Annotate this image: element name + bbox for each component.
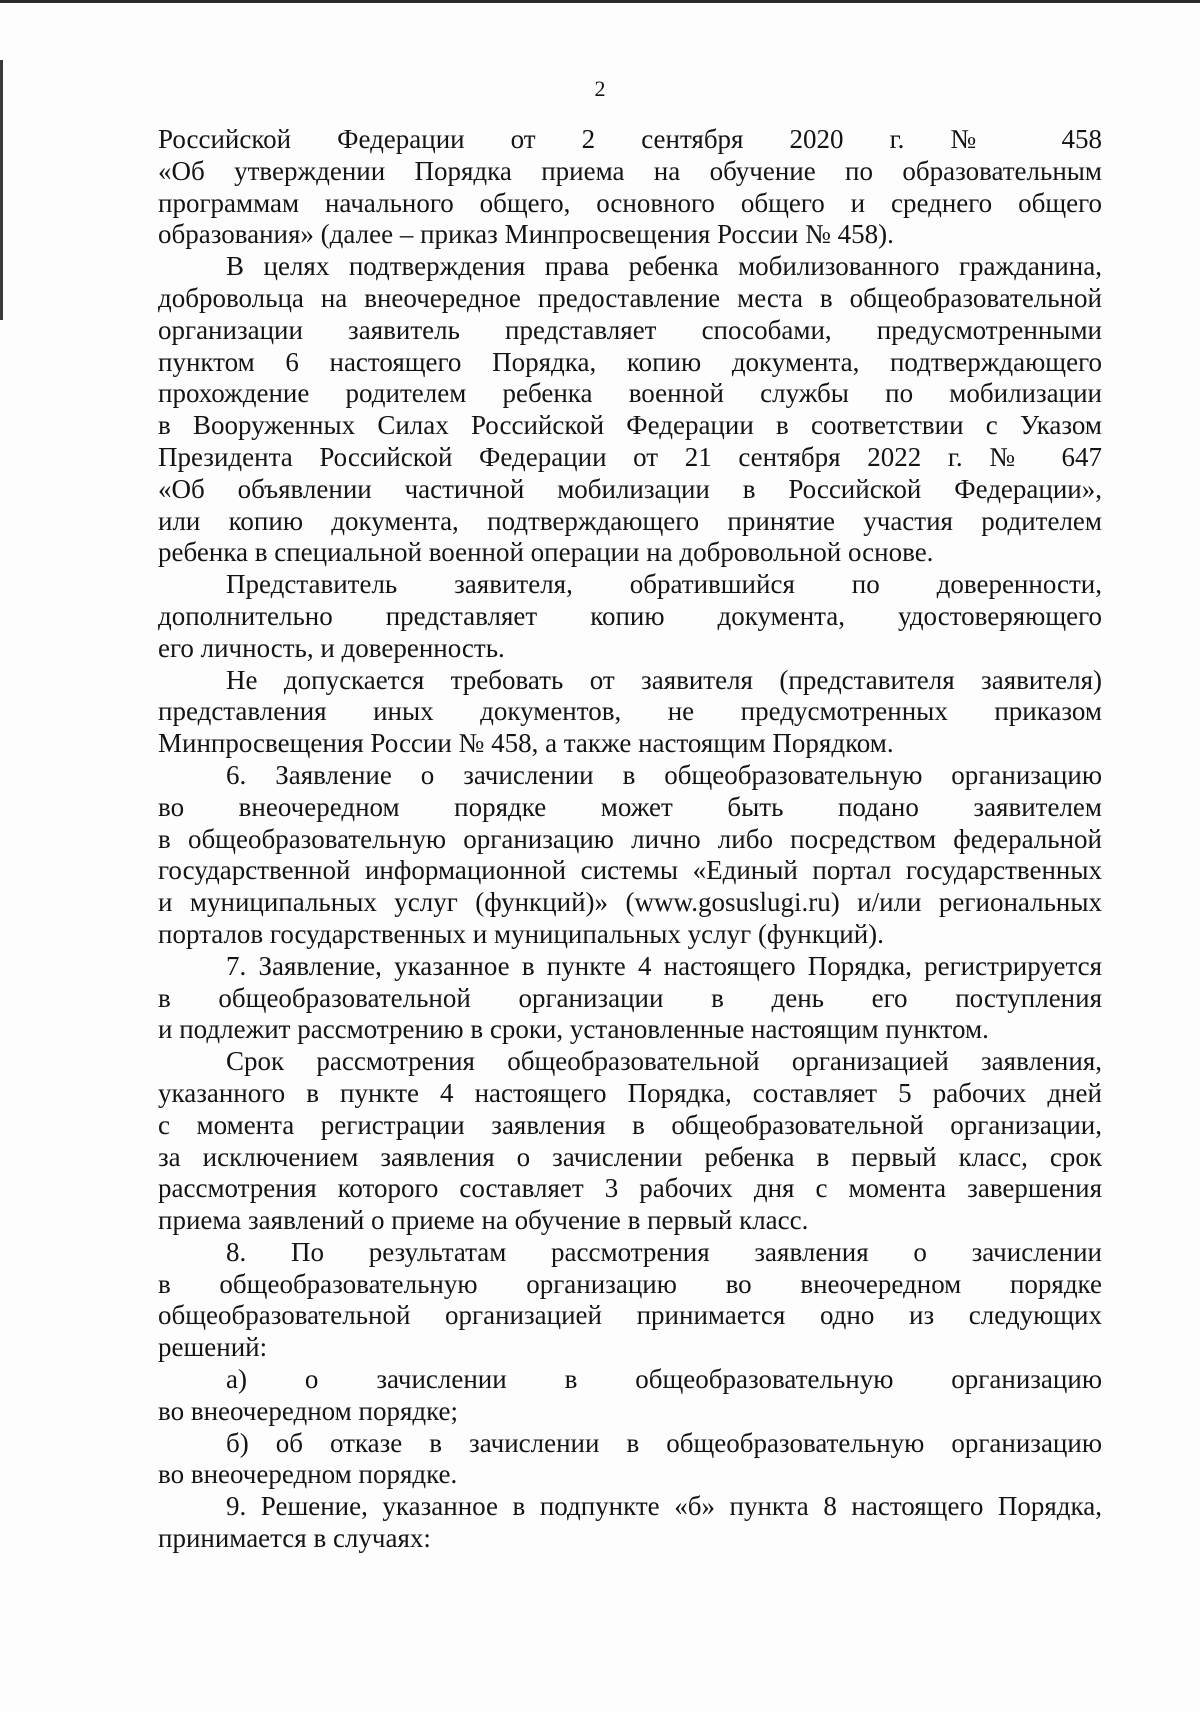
text-line: Президента Российской Федерации от 21 сентября 2022 г. № 647 [158, 441, 1102, 472]
text-line: 6. Заявление о зачислении в общеобразовательную организацию [226, 759, 1102, 790]
text-line: и муниципальных услуг (функций)» (www.gosuslugi.ru) и/или региональных [158, 887, 1102, 918]
text-line: дополнительно представляет копию документа, удостоверяющего [158, 600, 1102, 631]
text-line: Не допускается требовать от заявителя (представителя заявителя) [226, 664, 1102, 695]
text-line: программам начального общего, основного общего и среднего общего [158, 187, 1102, 218]
text-line: ребенка в специальной военной операции на добровольной основе. [158, 537, 934, 568]
text-line: порталов государственных и муниципальных услуг (функций). [158, 918, 884, 949]
text-line: 7. Заявление, указанное в пункте 4 настоящего Порядка, регистрируется [226, 950, 1102, 981]
text-line: решений: [158, 1332, 268, 1363]
text-line: в Вооруженных Силах Российской Федерации в соответствии с Указом [158, 410, 1102, 441]
text-line: приема заявлений о приеме на обучение в первый класс. [158, 1205, 809, 1236]
scan-edge-top [0, 0, 1200, 3]
text-line: его личность, и доверенность. [158, 632, 505, 663]
text-line: общеобразовательной организацией принимается одно из следующих [158, 1300, 1102, 1331]
text-line: Российской Федерации от 2 сентября 2020 г. № 458 [158, 124, 1102, 154]
text-line: с момента регистрации заявления в общеобразовательной организации, [158, 1109, 1102, 1140]
text-line: указанного в пункте 4 настоящего Порядка, составляет 5 рабочих дней [158, 1077, 1102, 1108]
text-line: или копию документа, подтверждающего принятие участия родителем [158, 505, 1102, 536]
text-line: в общеобразовательной организации в день его поступления [158, 982, 1102, 1013]
text-line: Срок рассмотрения общеобразовательной организацией заявления, [226, 1046, 1102, 1077]
text-line: В целях подтверждения права ребенка мобилизованного гражданина, [226, 251, 1102, 282]
text-line: во внеочередном порядке. [158, 1459, 458, 1490]
text-line: а) о зачислении в общеобразовательную организацию [226, 1364, 1102, 1395]
text-line: 9. Решение, указанное в подпункте «б» пункта 8 настоящего Порядка, [226, 1491, 1102, 1522]
text-line: «Об объявлении частичной мобилизации в Российской Федерации», [158, 473, 1102, 504]
text-line: во внеочередном порядке; [158, 1395, 459, 1426]
text-line: и подлежит рассмотрению в сроки, установленные настоящим пунктом. [158, 1014, 989, 1045]
text-line: пунктом 6 настоящего Порядка, копию документа, подтверждающего [158, 346, 1102, 377]
text-line: рассмотрения которого составляет 3 рабочих дня с момента завершения [158, 1173, 1102, 1204]
text-line: добровольца на внеочередное предоставление места в общеобразовательной [158, 282, 1102, 313]
text-line: представления иных документов, не предусмотренных приказом [158, 696, 1102, 727]
text-line: за исключением заявления о зачислении ребенка в первый класс, срок [158, 1141, 1102, 1172]
text-line: б) об отказе в зачислении в общеобразовательную организацию [226, 1427, 1102, 1458]
text-line: Минпросвещения России № 458, а также настоящим Порядком. [158, 728, 894, 759]
page-number: 2 [594, 76, 606, 101]
text-line: прохождение родителем ребенка военной службы по мобилизации [158, 378, 1102, 409]
text-line: образования» (далее – приказ Минпросвещения России № 458). [158, 219, 894, 250]
text-line: в общеобразовательную организацию во внеочередном порядке [158, 1268, 1102, 1299]
text-line: принимается в случаях: [158, 1523, 431, 1554]
text-line: организации заявитель представляет способами, предусмотренными [158, 314, 1102, 345]
text-line: в общеобразовательную организацию лично либо посредством федеральной [158, 823, 1102, 854]
text-line: 8. По результатам рассмотрения заявления о зачислении [226, 1236, 1102, 1267]
text-line: во внеочередном порядке может быть подано заявителем [158, 791, 1102, 822]
text-line: государственной информационной системы «Единый портал государственных [158, 855, 1102, 886]
document-body [158, 124, 1102, 1555]
text-line: «Об утверждении Порядка приема на обучение по образовательным [158, 155, 1102, 186]
text-line: Представитель заявителя, обратившийся по доверенности, [226, 569, 1102, 600]
